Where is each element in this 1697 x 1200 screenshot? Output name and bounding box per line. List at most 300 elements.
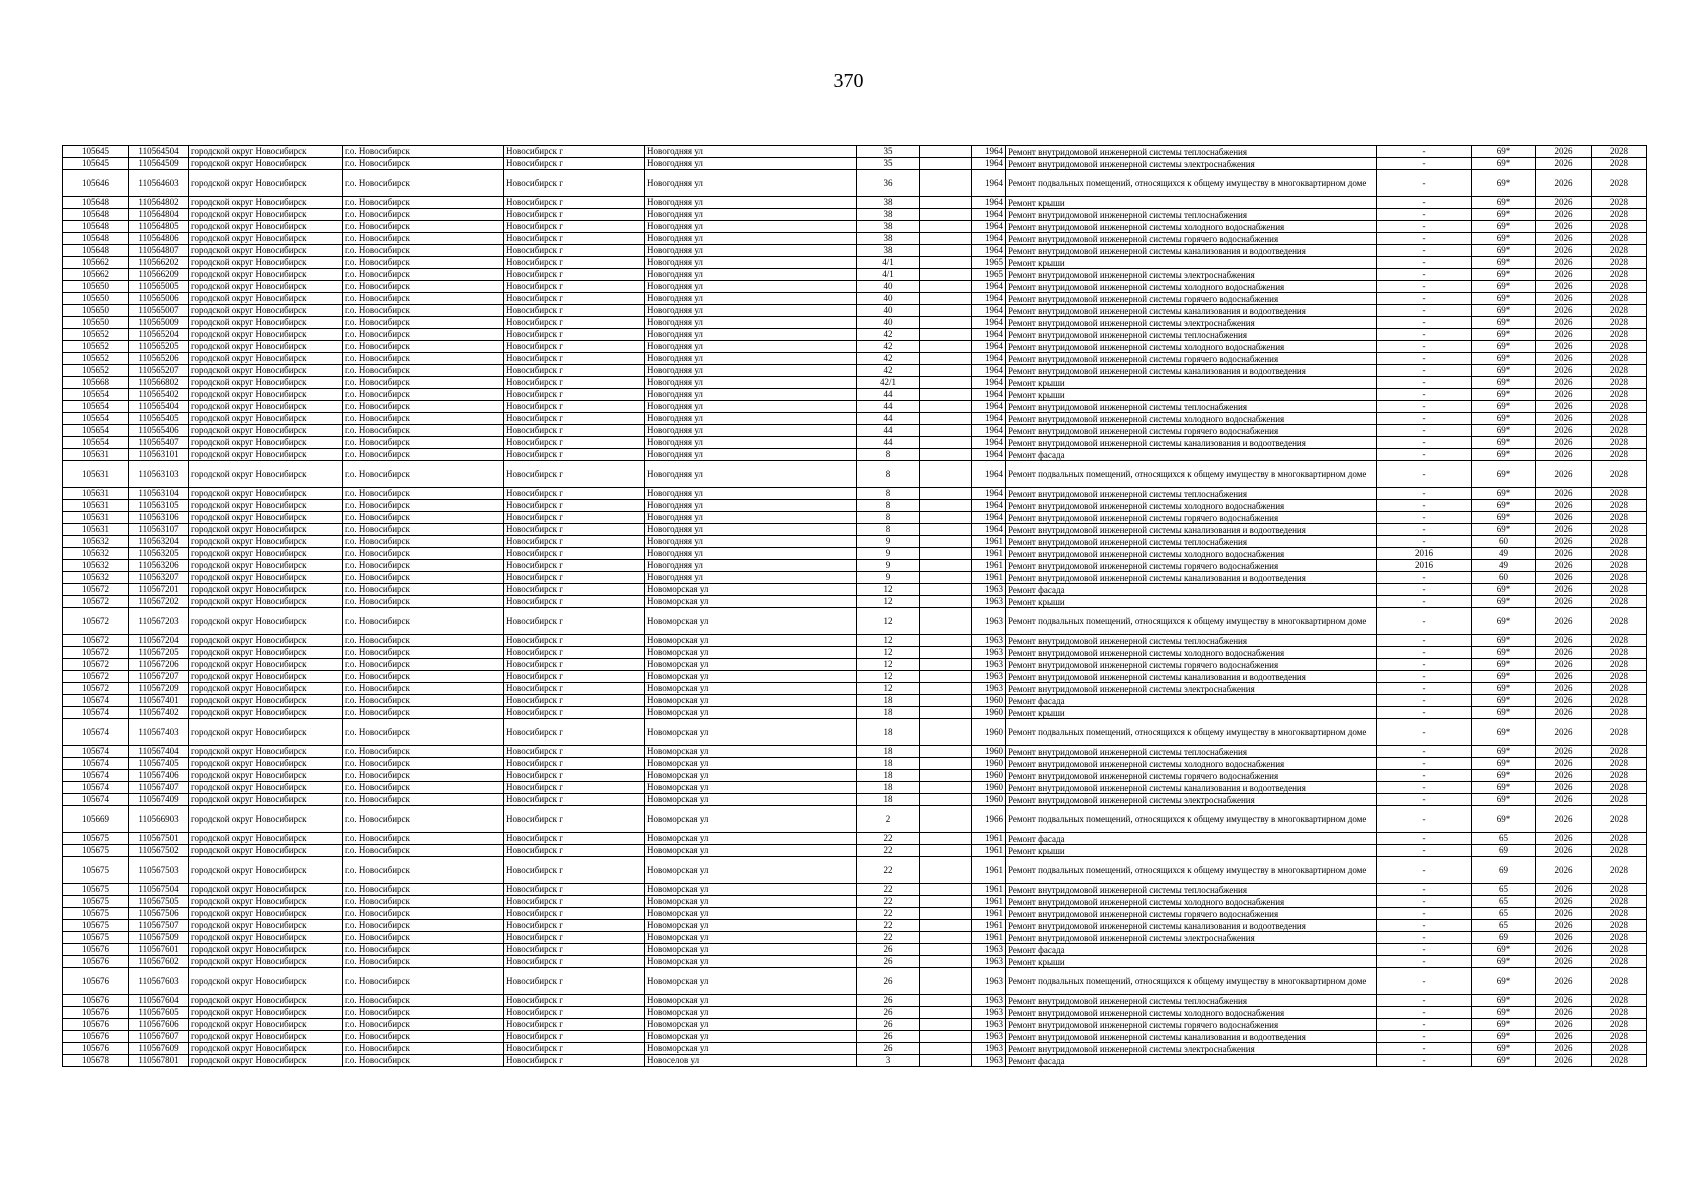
building-cell bbox=[920, 209, 972, 221]
house-id-cell: 105646 bbox=[63, 170, 129, 197]
work-id-cell: 110563106 bbox=[129, 512, 189, 524]
year-built-cell: 1965 bbox=[972, 257, 1006, 269]
street-cell: Новоморская ул bbox=[645, 671, 857, 683]
house-id-cell: 105675 bbox=[63, 932, 129, 944]
house-number-cell: 8 bbox=[857, 461, 920, 488]
end-year-cell: 2028 bbox=[1592, 746, 1647, 758]
city-cell: Новосибирск г bbox=[504, 377, 645, 389]
house-number-cell: 12 bbox=[857, 647, 920, 659]
end-year-cell: 2028 bbox=[1592, 1055, 1647, 1067]
municipal-district-cell: городской округ Новосибирск bbox=[189, 281, 343, 293]
municipality-cell: г.о. Новосибирск bbox=[343, 968, 504, 995]
wear-percent-cell: 69* bbox=[1472, 353, 1536, 365]
wear-percent-cell: 69* bbox=[1472, 233, 1536, 245]
end-year-cell: 2028 bbox=[1592, 857, 1647, 884]
end-year-cell: 2028 bbox=[1592, 245, 1647, 257]
city-cell: Новосибирск г bbox=[504, 995, 645, 1007]
house-id-cell: 105672 bbox=[63, 683, 129, 695]
house-number-cell: 9 bbox=[857, 548, 920, 560]
start-year-cell: 2026 bbox=[1536, 896, 1592, 908]
wear-percent-cell: 69* bbox=[1472, 647, 1536, 659]
work-type-cell: Ремонт внутридомовой инженерной системы канализования и водоотведения bbox=[1006, 365, 1377, 377]
municipality-cell: г.о. Новосибирск bbox=[343, 746, 504, 758]
table-row bbox=[63, 1031, 1647, 1043]
house-id-cell: 105648 bbox=[63, 245, 129, 257]
table-row bbox=[63, 269, 1647, 281]
work-id-cell: 110567203 bbox=[129, 608, 189, 635]
wear-percent-cell: 69* bbox=[1472, 1019, 1536, 1031]
table-row bbox=[63, 401, 1647, 413]
table-row bbox=[63, 770, 1647, 782]
end-year-cell: 2028 bbox=[1592, 536, 1647, 548]
work-type-cell: Ремонт подвальных помещений, относящихся к общему имуществу в многоквартирном доме bbox=[1006, 461, 1377, 488]
house-id-cell: 105652 bbox=[63, 353, 129, 365]
table-row bbox=[63, 170, 1647, 197]
last-repair-year-cell: - bbox=[1377, 707, 1472, 719]
start-year-cell: 2026 bbox=[1536, 317, 1592, 329]
table-row bbox=[63, 245, 1647, 257]
wear-percent-cell: 69* bbox=[1472, 401, 1536, 413]
house-number-cell: 26 bbox=[857, 1031, 920, 1043]
year-built-cell: 1963 bbox=[972, 1031, 1006, 1043]
table-row bbox=[63, 584, 1647, 596]
work-id-cell: 110567609 bbox=[129, 1043, 189, 1055]
start-year-cell: 2026 bbox=[1536, 488, 1592, 500]
work-id-cell: 110563204 bbox=[129, 536, 189, 548]
house-id-cell: 105674 bbox=[63, 695, 129, 707]
street-cell: Новоморская ул bbox=[645, 608, 857, 635]
municipal-district-cell: городской округ Новосибирск bbox=[189, 170, 343, 197]
table-row bbox=[63, 524, 1647, 536]
building-cell bbox=[920, 1055, 972, 1067]
work-id-cell: 110564603 bbox=[129, 170, 189, 197]
building-cell bbox=[920, 377, 972, 389]
house-number-cell: 42 bbox=[857, 329, 920, 341]
start-year-cell: 2026 bbox=[1536, 596, 1592, 608]
work-id-cell: 110566903 bbox=[129, 806, 189, 833]
work-id-cell: 110567206 bbox=[129, 659, 189, 671]
last-repair-year-cell: - bbox=[1377, 158, 1472, 170]
start-year-cell: 2026 bbox=[1536, 413, 1592, 425]
end-year-cell: 2028 bbox=[1592, 293, 1647, 305]
street-cell: Новогодняя ул bbox=[645, 341, 857, 353]
house-number-cell: 22 bbox=[857, 833, 920, 845]
house-id-cell: 105650 bbox=[63, 317, 129, 329]
last-repair-year-cell: - bbox=[1377, 413, 1472, 425]
work-id-cell: 110567602 bbox=[129, 956, 189, 968]
work-id-cell: 110565402 bbox=[129, 389, 189, 401]
municipal-district-cell: городской округ Новосибирск bbox=[189, 782, 343, 794]
house-id-cell: 105676 bbox=[63, 944, 129, 956]
house-number-cell: 12 bbox=[857, 683, 920, 695]
table-row bbox=[63, 995, 1647, 1007]
municipal-district-cell: городской округ Новосибирск bbox=[189, 770, 343, 782]
city-cell: Новосибирск г bbox=[504, 908, 645, 920]
end-year-cell: 2028 bbox=[1592, 437, 1647, 449]
city-cell: Новосибирск г bbox=[504, 806, 645, 833]
end-year-cell: 2028 bbox=[1592, 896, 1647, 908]
building-cell bbox=[920, 908, 972, 920]
building-cell bbox=[920, 221, 972, 233]
street-cell: Новоморская ул bbox=[645, 770, 857, 782]
start-year-cell: 2026 bbox=[1536, 197, 1592, 209]
street-cell: Новогодняя ул bbox=[645, 281, 857, 293]
city-cell: Новосибирск г bbox=[504, 659, 645, 671]
city-cell: Новосибирск г bbox=[504, 437, 645, 449]
house-number-cell: 8 bbox=[857, 488, 920, 500]
last-repair-year-cell: - bbox=[1377, 1019, 1472, 1031]
municipality-cell: г.о. Новосибирск bbox=[343, 560, 504, 572]
house-id-cell: 105676 bbox=[63, 1007, 129, 1019]
street-cell: Новоморская ул bbox=[645, 968, 857, 995]
end-year-cell: 2028 bbox=[1592, 425, 1647, 437]
municipality-cell: г.о. Новосибирск bbox=[343, 608, 504, 635]
house-id-cell: 105672 bbox=[63, 596, 129, 608]
start-year-cell: 2026 bbox=[1536, 512, 1592, 524]
city-cell: Новосибирск г bbox=[504, 233, 645, 245]
municipal-district-cell: городской округ Новосибирск bbox=[189, 758, 343, 770]
house-number-cell: 12 bbox=[857, 671, 920, 683]
house-number-cell: 12 bbox=[857, 659, 920, 671]
house-id-cell: 105668 bbox=[63, 377, 129, 389]
work-type-cell: Ремонт крыши bbox=[1006, 377, 1377, 389]
year-built-cell: 1964 bbox=[972, 305, 1006, 317]
start-year-cell: 2026 bbox=[1536, 995, 1592, 1007]
house-id-cell: 105654 bbox=[63, 413, 129, 425]
end-year-cell: 2028 bbox=[1592, 413, 1647, 425]
last-repair-year-cell: - bbox=[1377, 995, 1472, 1007]
work-type-cell: Ремонт внутридомовой инженерной системы канализования и водоотведения bbox=[1006, 782, 1377, 794]
house-number-cell: 42 bbox=[857, 365, 920, 377]
page-number: 370 bbox=[833, 70, 864, 92]
table-row bbox=[63, 647, 1647, 659]
municipal-district-cell: городской округ Новосибирск bbox=[189, 500, 343, 512]
house-id-cell: 105654 bbox=[63, 437, 129, 449]
wear-percent-cell: 49 bbox=[1472, 560, 1536, 572]
start-year-cell: 2026 bbox=[1536, 1055, 1592, 1067]
end-year-cell: 2028 bbox=[1592, 197, 1647, 209]
municipality-cell: г.о. Новосибирск bbox=[343, 245, 504, 257]
city-cell: Новосибирск г bbox=[504, 401, 645, 413]
work-type-cell: Ремонт внутридомовой инженерной системы холодного водоснабжения bbox=[1006, 758, 1377, 770]
house-number-cell: 8 bbox=[857, 512, 920, 524]
year-built-cell: 1964 bbox=[972, 425, 1006, 437]
work-id-cell: 110564806 bbox=[129, 233, 189, 245]
last-repair-year-cell: - bbox=[1377, 884, 1472, 896]
table-row bbox=[63, 305, 1647, 317]
wear-percent-cell: 65 bbox=[1472, 908, 1536, 920]
work-id-cell: 110563101 bbox=[129, 449, 189, 461]
last-repair-year-cell: - bbox=[1377, 968, 1472, 995]
municipality-cell: г.о. Новосибирск bbox=[343, 281, 504, 293]
table-row bbox=[63, 908, 1647, 920]
start-year-cell: 2026 bbox=[1536, 305, 1592, 317]
end-year-cell: 2028 bbox=[1592, 608, 1647, 635]
building-cell bbox=[920, 584, 972, 596]
end-year-cell: 2028 bbox=[1592, 659, 1647, 671]
municipal-district-cell: городской округ Новосибирск bbox=[189, 305, 343, 317]
work-type-cell: Ремонт внутридомовой инженерной системы канализования и водоотведения bbox=[1006, 1031, 1377, 1043]
work-id-cell: 110565005 bbox=[129, 281, 189, 293]
wear-percent-cell: 69* bbox=[1472, 746, 1536, 758]
work-id-cell: 110567202 bbox=[129, 596, 189, 608]
year-built-cell: 1960 bbox=[972, 695, 1006, 707]
house-number-cell: 35 bbox=[857, 146, 920, 158]
municipality-cell: г.о. Новосибирск bbox=[343, 707, 504, 719]
start-year-cell: 2026 bbox=[1536, 806, 1592, 833]
last-repair-year-cell: - bbox=[1377, 635, 1472, 647]
municipal-district-cell: городской округ Новосибирск bbox=[189, 647, 343, 659]
table-row bbox=[63, 536, 1647, 548]
building-cell bbox=[920, 746, 972, 758]
work-type-cell: Ремонт внутридомовой инженерной системы теплоснабжения bbox=[1006, 401, 1377, 413]
municipality-cell: г.о. Новосибирск bbox=[343, 1055, 504, 1067]
house-id-cell: 105631 bbox=[63, 512, 129, 524]
last-repair-year-cell: - bbox=[1377, 1043, 1472, 1055]
house-number-cell: 22 bbox=[857, 920, 920, 932]
year-built-cell: 1963 bbox=[972, 659, 1006, 671]
street-cell: Новоморская ул bbox=[645, 719, 857, 746]
work-type-cell: Ремонт внутридомовой инженерной системы теплоснабжения bbox=[1006, 329, 1377, 341]
municipality-cell: г.о. Новосибирск bbox=[343, 671, 504, 683]
house-id-cell: 105654 bbox=[63, 425, 129, 437]
house-id-cell: 105631 bbox=[63, 461, 129, 488]
city-cell: Новосибирск г bbox=[504, 968, 645, 995]
house-id-cell: 105676 bbox=[63, 1043, 129, 1055]
year-built-cell: 1963 bbox=[972, 608, 1006, 635]
city-cell: Новосибирск г bbox=[504, 158, 645, 170]
municipality-cell: г.о. Новосибирск bbox=[343, 758, 504, 770]
end-year-cell: 2028 bbox=[1592, 932, 1647, 944]
wear-percent-cell: 69* bbox=[1472, 635, 1536, 647]
year-built-cell: 1961 bbox=[972, 920, 1006, 932]
last-repair-year-cell: - bbox=[1377, 269, 1472, 281]
repair-schedule-table bbox=[62, 145, 1647, 1067]
house-id-cell: 105631 bbox=[63, 449, 129, 461]
last-repair-year-cell: - bbox=[1377, 425, 1472, 437]
table-row bbox=[63, 281, 1647, 293]
city-cell: Новосибирск г bbox=[504, 956, 645, 968]
end-year-cell: 2028 bbox=[1592, 671, 1647, 683]
start-year-cell: 2026 bbox=[1536, 293, 1592, 305]
house-number-cell: 12 bbox=[857, 635, 920, 647]
start-year-cell: 2026 bbox=[1536, 608, 1592, 635]
start-year-cell: 2026 bbox=[1536, 401, 1592, 413]
house-id-cell: 105654 bbox=[63, 389, 129, 401]
wear-percent-cell: 69* bbox=[1472, 158, 1536, 170]
work-id-cell: 110565206 bbox=[129, 353, 189, 365]
building-cell bbox=[920, 329, 972, 341]
year-built-cell: 1964 bbox=[972, 293, 1006, 305]
municipal-district-cell: городской округ Новосибирск bbox=[189, 1031, 343, 1043]
building-cell bbox=[920, 995, 972, 1007]
city-cell: Новосибирск г bbox=[504, 221, 645, 233]
house-number-cell: 18 bbox=[857, 695, 920, 707]
municipality-cell: г.о. Новосибирск bbox=[343, 782, 504, 794]
municipal-district-cell: городской округ Новосибирск bbox=[189, 572, 343, 584]
start-year-cell: 2026 bbox=[1536, 1007, 1592, 1019]
end-year-cell: 2028 bbox=[1592, 377, 1647, 389]
start-year-cell: 2026 bbox=[1536, 782, 1592, 794]
work-id-cell: 110563103 bbox=[129, 461, 189, 488]
municipal-district-cell: городской округ Новосибирск bbox=[189, 1019, 343, 1031]
house-id-cell: 105672 bbox=[63, 659, 129, 671]
year-built-cell: 1964 bbox=[972, 377, 1006, 389]
house-id-cell: 105672 bbox=[63, 671, 129, 683]
wear-percent-cell: 69* bbox=[1472, 197, 1536, 209]
house-number-cell: 26 bbox=[857, 995, 920, 1007]
house-id-cell: 105678 bbox=[63, 1055, 129, 1067]
building-cell bbox=[920, 170, 972, 197]
work-type-cell: Ремонт фасада bbox=[1006, 944, 1377, 956]
wear-percent-cell: 69* bbox=[1472, 512, 1536, 524]
building-cell bbox=[920, 671, 972, 683]
start-year-cell: 2026 bbox=[1536, 758, 1592, 770]
table-row bbox=[63, 671, 1647, 683]
last-repair-year-cell: - bbox=[1377, 377, 1472, 389]
year-built-cell: 1964 bbox=[972, 146, 1006, 158]
house-number-cell: 44 bbox=[857, 401, 920, 413]
work-id-cell: 110567407 bbox=[129, 782, 189, 794]
house-id-cell: 105645 bbox=[63, 146, 129, 158]
municipal-district-cell: городской округ Новосибирск bbox=[189, 794, 343, 806]
start-year-cell: 2026 bbox=[1536, 209, 1592, 221]
year-built-cell: 1963 bbox=[972, 647, 1006, 659]
house-id-cell: 105648 bbox=[63, 209, 129, 221]
work-type-cell: Ремонт фасада bbox=[1006, 584, 1377, 596]
last-repair-year-cell: - bbox=[1377, 956, 1472, 968]
municipal-district-cell: городской округ Новосибирск bbox=[189, 461, 343, 488]
end-year-cell: 2028 bbox=[1592, 956, 1647, 968]
city-cell: Новосибирск г bbox=[504, 488, 645, 500]
table-row bbox=[63, 695, 1647, 707]
municipal-district-cell: городской округ Новосибирск bbox=[189, 683, 343, 695]
work-id-cell: 110567506 bbox=[129, 908, 189, 920]
street-cell: Новоморская ул bbox=[645, 908, 857, 920]
work-type-cell: Ремонт внутридомовой инженерной системы канализования и водоотведения bbox=[1006, 671, 1377, 683]
wear-percent-cell: 69* bbox=[1472, 695, 1536, 707]
building-cell bbox=[920, 683, 972, 695]
building-cell bbox=[920, 833, 972, 845]
wear-percent-cell: 65 bbox=[1472, 896, 1536, 908]
work-id-cell: 110565406 bbox=[129, 425, 189, 437]
municipality-cell: г.о. Новосибирск bbox=[343, 806, 504, 833]
house-number-cell: 9 bbox=[857, 572, 920, 584]
city-cell: Новосибирск г bbox=[504, 794, 645, 806]
building-cell bbox=[920, 245, 972, 257]
work-type-cell: Ремонт внутридомовой инженерной системы канализования и водоотведения bbox=[1006, 305, 1377, 317]
year-built-cell: 1961 bbox=[972, 845, 1006, 857]
year-built-cell: 1964 bbox=[972, 317, 1006, 329]
municipal-district-cell: городской округ Новосибирск bbox=[189, 401, 343, 413]
house-id-cell: 105631 bbox=[63, 488, 129, 500]
municipality-cell: г.о. Новосибирск bbox=[343, 293, 504, 305]
wear-percent-cell: 69* bbox=[1472, 500, 1536, 512]
municipal-district-cell: городской округ Новосибирск bbox=[189, 329, 343, 341]
building-cell bbox=[920, 857, 972, 884]
city-cell: Новосибирск г bbox=[504, 719, 645, 746]
house-number-cell: 40 bbox=[857, 317, 920, 329]
house-number-cell: 35 bbox=[857, 158, 920, 170]
street-cell: Новогодняя ул bbox=[645, 317, 857, 329]
wear-percent-cell: 69* bbox=[1472, 608, 1536, 635]
last-repair-year-cell: - bbox=[1377, 647, 1472, 659]
city-cell: Новосибирск г bbox=[504, 1043, 645, 1055]
work-id-cell: 110567405 bbox=[129, 758, 189, 770]
work-id-cell: 110567605 bbox=[129, 1007, 189, 1019]
municipal-district-cell: городской округ Новосибирск bbox=[189, 857, 343, 884]
year-built-cell: 1964 bbox=[972, 449, 1006, 461]
last-repair-year-cell: - bbox=[1377, 281, 1472, 293]
work-type-cell: Ремонт внутридомовой инженерной системы электроснабжения bbox=[1006, 317, 1377, 329]
house-id-cell: 105632 bbox=[63, 548, 129, 560]
house-id-cell: 105675 bbox=[63, 920, 129, 932]
house-number-cell: 26 bbox=[857, 968, 920, 995]
table-row bbox=[63, 794, 1647, 806]
city-cell: Новосибирск г bbox=[504, 857, 645, 884]
wear-percent-cell: 69* bbox=[1472, 782, 1536, 794]
building-cell bbox=[920, 758, 972, 770]
table-row bbox=[63, 221, 1647, 233]
wear-percent-cell: 65 bbox=[1472, 920, 1536, 932]
municipal-district-cell: городской округ Новосибирск bbox=[189, 146, 343, 158]
city-cell: Новосибирск г bbox=[504, 920, 645, 932]
last-repair-year-cell: - bbox=[1377, 197, 1472, 209]
municipality-cell: г.о. Новосибирск bbox=[343, 377, 504, 389]
municipality-cell: г.о. Новосибирск bbox=[343, 995, 504, 1007]
wear-percent-cell: 49 bbox=[1472, 548, 1536, 560]
street-cell: Новогодняя ул bbox=[645, 560, 857, 572]
work-type-cell: Ремонт внутридомовой инженерной системы теплоснабжения bbox=[1006, 746, 1377, 758]
house-id-cell: 105674 bbox=[63, 758, 129, 770]
building-cell bbox=[920, 896, 972, 908]
city-cell: Новосибирск г bbox=[504, 305, 645, 317]
start-year-cell: 2026 bbox=[1536, 257, 1592, 269]
municipality-cell: г.о. Новосибирск bbox=[343, 146, 504, 158]
work-id-cell: 110567801 bbox=[129, 1055, 189, 1067]
municipal-district-cell: городской округ Новосибирск bbox=[189, 560, 343, 572]
municipality-cell: г.о. Новосибирск bbox=[343, 896, 504, 908]
start-year-cell: 2026 bbox=[1536, 719, 1592, 746]
street-cell: Новоселов ул bbox=[645, 1055, 857, 1067]
wear-percent-cell: 69* bbox=[1472, 707, 1536, 719]
end-year-cell: 2028 bbox=[1592, 269, 1647, 281]
municipality-cell: г.о. Новосибирск bbox=[343, 683, 504, 695]
work-type-cell: Ремонт внутридомовой инженерной системы горячего водоснабжения bbox=[1006, 659, 1377, 671]
house-number-cell: 22 bbox=[857, 857, 920, 884]
municipality-cell: г.о. Новосибирск bbox=[343, 845, 504, 857]
year-built-cell: 1963 bbox=[972, 1007, 1006, 1019]
house-id-cell: 105650 bbox=[63, 305, 129, 317]
work-id-cell: 110565404 bbox=[129, 401, 189, 413]
year-built-cell: 1963 bbox=[972, 1043, 1006, 1055]
municipality-cell: г.о. Новосибирск bbox=[343, 389, 504, 401]
municipality-cell: г.о. Новосибирск bbox=[343, 956, 504, 968]
end-year-cell: 2028 bbox=[1592, 524, 1647, 536]
municipality-cell: г.о. Новосибирск bbox=[343, 209, 504, 221]
street-cell: Новоморская ул bbox=[645, 884, 857, 896]
municipal-district-cell: городской округ Новосибирск bbox=[189, 293, 343, 305]
last-repair-year-cell: - bbox=[1377, 329, 1472, 341]
work-type-cell: Ремонт внутридомовой инженерной системы электроснабжения bbox=[1006, 794, 1377, 806]
wear-percent-cell: 69* bbox=[1472, 1031, 1536, 1043]
work-type-cell: Ремонт подвальных помещений, относящихся к общему имуществу в многоквартирном доме bbox=[1006, 857, 1377, 884]
street-cell: Новогодняя ул bbox=[645, 425, 857, 437]
start-year-cell: 2026 bbox=[1536, 920, 1592, 932]
municipal-district-cell: городской округ Новосибирск bbox=[189, 884, 343, 896]
municipality-cell: г.о. Новосибирск bbox=[343, 425, 504, 437]
municipality-cell: г.о. Новосибирск bbox=[343, 857, 504, 884]
